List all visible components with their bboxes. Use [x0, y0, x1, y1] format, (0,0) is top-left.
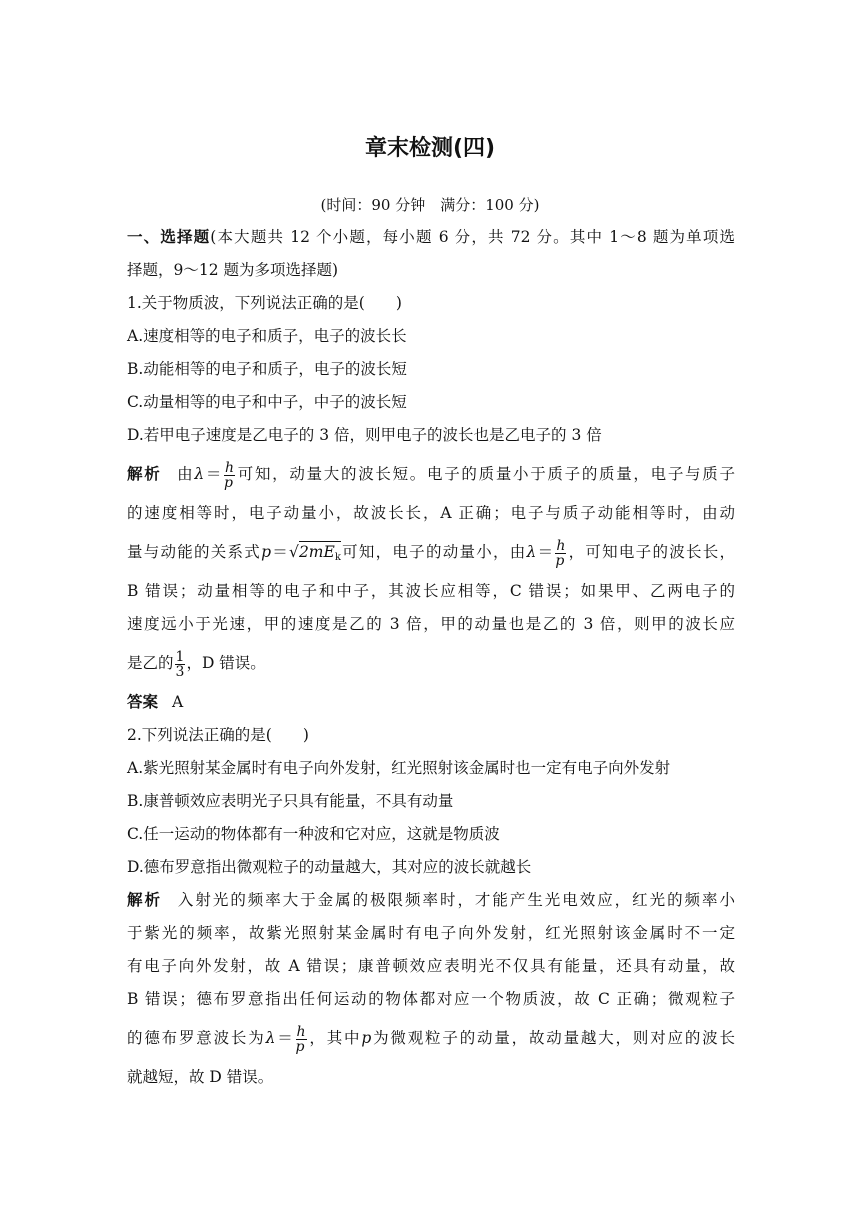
- q1-explanation-line-2: 的速度相等时，电子动量小，故波长长，A 正确；电子与质子动能相等时，由动: [127, 504, 735, 522]
- q2-explanation-line-5: 的德布罗意波长为λ＝ $\frac{h}{p}$ ，其中p为微观粒子的动量，故动量越大，则对应的波长: [127, 1023, 735, 1055]
- h-over-p-fraction: $\frac{h}{p}$: [295, 1023, 306, 1055]
- q1-option-d: D.若甲电子速度是乙电子的 3 倍，则甲电子的波长也是乙电子的 3 倍: [127, 426, 602, 444]
- q2-explanation-line-4: B 错误；德布罗意指出任何运动的物体都对应一个物质波，故 C 正确；微观粒子: [127, 990, 735, 1008]
- section-label: 一、选择题: [127, 228, 211, 246]
- q1-jiexi-label: 解析: [127, 465, 162, 483]
- q2-option-a: A.紫光照射某金属时有电子向外发射，红光照射该金属时也一定有电子向外发射: [127, 759, 671, 777]
- q2-option-b: B.康普顿效应表明光子只具有能量，不具有动量: [127, 792, 454, 810]
- section-header: [127, 221, 735, 254]
- sqrt-expression: $√2mE_k$: [289, 543, 341, 563]
- q1-answer-value: A: [172, 693, 184, 711]
- q1-explanation-line-5: 速度远小于光速，甲的速度是乙的 3 倍，甲的动量也是乙的 3 倍，则甲的波长应: [127, 615, 735, 633]
- content-body: [127, 221, 735, 1094]
- q2-stem: 2.下列说法正确的是( ): [127, 726, 309, 744]
- q2-jiexi-label: 解析: [127, 891, 162, 909]
- q1-answer-label: 答案: [127, 693, 159, 711]
- q2-option-c: C.任一运动的物体都有一种波和它对应，这就是物质波: [127, 825, 500, 843]
- h-over-p-fraction: $\frac{h}{p}$: [555, 537, 566, 569]
- q1-option-b: B.动能相等的电子和质子，电子的波长短: [127, 360, 407, 378]
- q1-option-a: A.速度相等的电子和质子，电子的波长长: [127, 327, 407, 345]
- q2-explanation-line-6: 就越短，故 D 错误。: [127, 1068, 274, 1086]
- q1-answer: [127, 686, 735, 719]
- q1-stem: 1.关于物质波，下列说法正确的是( ): [127, 294, 402, 312]
- q2-option-d: D.德布罗意指出微观粒子的动量越大，其对应的波长就越长: [127, 858, 532, 876]
- q1-explanation-line-3: 量与动能的关系式$p=√2mE_k$可知，电子的动量小，由λ＝ $\frac{h}{p}$ ，可知电子的波长长，: [127, 537, 735, 569]
- q2-explanation-line-3: 有电子向外发射，故 A 错误；康普顿效应表明光不仅具有能量，还具有动量，故: [127, 957, 735, 975]
- q1-explanation-line-4: B 错误；动量相等的电子和中子，其波长应相等，C 错误；如果甲、乙两电子的: [127, 582, 735, 600]
- q1-option-c: C.动量相等的电子和中子，中子的波长短: [127, 393, 407, 411]
- section-desc-a: (本大题共 12 个小题，每小题 6 分，共 72 分。其中 1～8 题为单项选: [210, 228, 735, 246]
- section-desc-b: 择题，9～12 题为多项选择题): [127, 261, 339, 279]
- page-title: 章末检测(四): [364, 136, 496, 161]
- one-third-fraction: $\frac{1}{3}$: [175, 648, 185, 680]
- h-over-p-fraction: $\frac{h}{p}$: [224, 459, 235, 491]
- q1-explanation-line-6: 是乙的 $\frac{1}{3}$ ，D 错误。: [127, 648, 266, 680]
- exam-info: (时间：90 分钟 满分：100 分): [320, 196, 540, 214]
- section-desc-line: [127, 254, 735, 287]
- q2-explanation-line-1: 解析 入射光的频率大于金属的极限频率时，才能产生光电效应，红光的频率小: [127, 891, 735, 909]
- q1-explanation-line-1: 解析 由λ＝ $\frac{h}{p}$ 可知，动量大的波长短。电子的质量小于质子的质量，电子与质子: [127, 459, 735, 491]
- q2-explanation-line-2: 于紫光的频率，故紫光照射某金属时有电子向外发射，红光照射该金属时不一定: [127, 924, 735, 942]
